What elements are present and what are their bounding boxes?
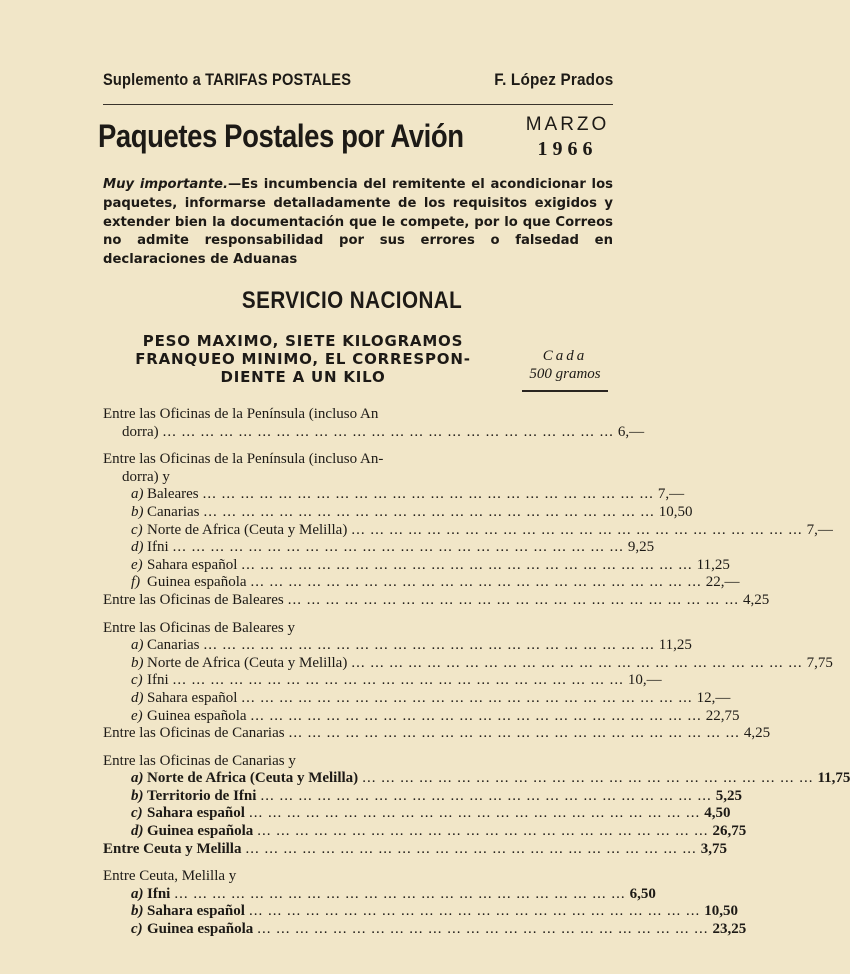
notice-lead: Muy importante.	[103, 177, 228, 192]
date-month: MARZO	[525, 114, 610, 135]
rate-value: 7,75	[806, 654, 833, 671]
date-year: 1966	[537, 138, 598, 160]
group-heading: Entre las Oficinas de la Península (incluso An	[103, 406, 379, 422]
leader-dots: ... ... ... ... ... ... ... ... ... ... ... ... ... ... ... ... ... ... ... ... ... ... ... ...	[202, 486, 654, 503]
rate-destination: Guinea española	[147, 707, 247, 724]
rate-group	[103, 406, 645, 441]
item-letter: a)	[131, 637, 144, 654]
leader-dots: ... ... ... ... ... ... ... ... ... ... ... ... ... ... ... ... ... ... ... ... ... ... ... ...	[288, 725, 740, 742]
rate-table	[103, 406, 850, 949]
rate-row	[103, 486, 685, 504]
item-letter: a)	[131, 486, 144, 503]
leader-dots: ... ... ... ... ... ... ... ... ... ... ... ... ... ... ... ... ... ... ... ... ... ... ... ...	[245, 840, 697, 857]
group-heading: Entre las Oficinas de Canarias y	[103, 752, 296, 769]
rate-value: 10,—	[627, 672, 662, 689]
rate-row	[103, 787, 742, 806]
rate-label: Entre las Oficinas de Baleares	[103, 591, 284, 608]
rate-value: 10,50	[658, 503, 693, 520]
item-letter: d)	[131, 823, 144, 840]
rate-row	[103, 539, 655, 557]
rate-destination: Sahara español	[147, 805, 245, 822]
item-letter: c)	[131, 521, 143, 538]
rate-row	[103, 823, 747, 841]
rate-row	[103, 556, 730, 575]
service-conditions	[103, 332, 503, 386]
rate-group	[103, 451, 833, 609]
rate-destination: Ifni	[147, 885, 171, 902]
rate-destination: Guinea española	[147, 823, 254, 840]
leader-dots: ... ... ... ... ... ... ... ... ... ... ... ... ... ... ... ... ... ... ... ... ... ... ... ...	[241, 556, 693, 573]
leader-dots: ... ... ... ... ... ... ... ... ... ... ... ... ... ... ... ... ... ... ... ... ... ... ... ...	[162, 423, 614, 440]
rate-value: 4,25	[743, 591, 770, 608]
rate-value: 11,75	[817, 770, 850, 787]
unit-line: 500 gramos	[529, 366, 601, 382]
section-title	[0, 287, 705, 315]
rate-value: 7,—	[657, 486, 685, 503]
leader-dots: ... ... ... ... ... ... ... ... ... ... ... ... ... ... ... ... ... ... ... ... ... ... ... ...	[257, 823, 709, 840]
rate-destination: Norte de Africa (Ceuta y Melilla)	[147, 654, 348, 671]
rate-value: 26,75	[712, 823, 747, 840]
rate-row	[103, 770, 850, 788]
group-heading-continued: dorra) y	[122, 468, 170, 485]
rate-destination: Ifni	[147, 539, 169, 556]
rate-value: 10,50	[704, 903, 738, 920]
group-heading: Entre las Oficinas de Baleares y	[103, 619, 296, 636]
rate-value: 11,25	[696, 556, 730, 573]
rate-value: 7,—	[806, 521, 833, 538]
rate-row	[103, 591, 770, 610]
rate-destination: Sahara español	[147, 903, 245, 920]
rate-value: 22,—	[705, 574, 740, 591]
rate-destination: Sahara español	[147, 556, 238, 573]
condition-line: FRANQUEO MINIMO, EL CORRESPON-	[135, 350, 471, 368]
rate-destination: Norte de Africa (Ceuta y Melilla)	[147, 521, 348, 538]
rate-row	[103, 637, 692, 655]
rate-destination: Canarias	[147, 637, 200, 654]
rate-value: 5,25	[715, 787, 742, 804]
rate-destination: Norte de Africa (Ceuta y Melilla)	[147, 770, 359, 787]
rate-value: 12,—	[696, 689, 731, 706]
item-letter: a)	[131, 770, 144, 787]
item-letter: b)	[131, 503, 144, 520]
page-title: Paquetes Postales por Avión	[98, 118, 464, 154]
rate-value: 11,25	[658, 637, 692, 654]
item-letter: c)	[131, 921, 143, 938]
rate-value: 3,75	[700, 840, 727, 857]
rate-row	[103, 725, 771, 743]
rate-label: Entre Ceuta y Melilla	[103, 840, 242, 857]
item-letter: b)	[131, 903, 144, 920]
leader-dots: ... ... ... ... ... ... ... ... ... ... ... ... ... ... ... ... ... ... ... ... ... ... ... ...	[248, 805, 701, 822]
rate-value: 4,25	[743, 725, 771, 742]
leader-dots: ... ... ... ... ... ... ... ... ... ... ... ... ... ... ... ... ... ... ... ... ... ... ... ...	[172, 672, 624, 689]
item-letter: e)	[131, 556, 143, 573]
rate-group	[103, 619, 833, 743]
item-letter: c)	[131, 805, 143, 822]
rate-value: 6,50	[629, 885, 656, 902]
group-heading: Entre las Oficinas de la Península (incluso An-	[103, 451, 384, 468]
rate-label: Entre las Oficinas de Canarias	[103, 725, 285, 742]
item-letter: c)	[131, 672, 143, 689]
rate-row	[103, 521, 833, 540]
rate-destination: Canarias	[147, 503, 200, 520]
group-heading: Entre Ceuta, Melilla y	[103, 868, 237, 885]
rate-destination: Territorio de Ifni	[147, 787, 257, 804]
rate-row	[103, 672, 662, 690]
rate-group	[103, 752, 850, 859]
leader-dots: ... ... ... ... ... ... ... ... ... ... ... ... ... ... ... ... ... ... ... ... ... ... ... ...	[248, 903, 701, 920]
rate-value: 9,25	[627, 539, 655, 556]
rate-row	[103, 921, 747, 939]
item-letter: b)	[131, 654, 144, 671]
rate-destination: Ifni	[147, 672, 169, 689]
unit-line: Cada	[542, 348, 588, 364]
condition-line: PESO MAXIMO, SIETE KILOGRAMOS	[142, 332, 464, 350]
leader-dots: ... ... ... ... ... ... ... ... ... ... ... ... ... ... ... ... ... ... ... ... ... ... ... ...	[257, 921, 709, 938]
rate-destination: Guinea española	[147, 574, 247, 591]
rate-value: 22,75	[705, 707, 740, 724]
rate-row	[103, 503, 693, 522]
item-letter: f)	[131, 574, 141, 591]
rate-row	[103, 574, 740, 592]
rate-group	[103, 868, 747, 938]
leader-dots: ... ... ... ... ... ... ... ... ... ... ... ... ... ... ... ... ... ... ... ... ... ... ... ...	[172, 539, 624, 556]
leader-dots: ... ... ... ... ... ... ... ... ... ... ... ... ... ... ... ... ... ... ... ... ... ... ... ...	[351, 521, 803, 538]
rate-label: dorra)	[122, 423, 159, 440]
rate-row	[103, 885, 656, 904]
header-divider	[103, 104, 613, 105]
leader-dots: ... ... ... ... ... ... ... ... ... ... ... ... ... ... ... ... ... ... ... ... ... ... ... ...	[250, 574, 702, 591]
leader-dots: ... ... ... ... ... ... ... ... ... ... ... ... ... ... ... ... ... ... ... ... ... ... ... ...	[287, 591, 740, 608]
leader-dots: ... ... ... ... ... ... ... ... ... ... ... ... ... ... ... ... ... ... ... ... ... ... ... ...	[174, 885, 626, 902]
rate-row	[103, 689, 731, 708]
rate-destination: Sahara español	[147, 689, 238, 706]
item-letter: b)	[131, 787, 144, 804]
rate-row	[103, 805, 731, 823]
leader-dots: ... ... ... ... ... ... ... ... ... ... ... ... ... ... ... ... ... ... ... ... ... ... ... ...	[241, 689, 693, 706]
rate-row	[103, 707, 740, 726]
rate-destination: Guinea española	[147, 921, 254, 938]
item-letter: a)	[131, 885, 144, 902]
rate-value: 6,—	[617, 423, 645, 440]
page-header	[103, 70, 613, 90]
rate-value: 23,25	[712, 921, 747, 938]
rate-unit-header	[515, 347, 615, 383]
rate-value: 4,50	[704, 805, 731, 822]
leader-dots: ... ... ... ... ... ... ... ... ... ... ... ... ... ... ... ... ... ... ... ... ... ... ... ...	[250, 707, 702, 724]
unit-divider	[522, 390, 608, 392]
section-title-text: SERVICIO NACIONAL	[242, 287, 463, 314]
item-letter: e)	[131, 707, 143, 724]
item-letter: d)	[131, 689, 144, 706]
rate-row	[103, 654, 833, 673]
notice-text: —Es incumbencia del remitente el acondicionar los paquetes, informarse detalladamente de los requisitos exigidos y extender bien la documentación que le compete, por lo que Correos no admite responsabilidad por sus errores o falsedad en declaraciones de Aduanas	[103, 177, 613, 268]
rate-row	[103, 423, 645, 442]
condition-line: DIENTE A UN KILO	[220, 368, 386, 386]
leader-dots: ... ... ... ... ... ... ... ... ... ... ... ... ... ... ... ... ... ... ... ... ... ... ... ...	[260, 787, 712, 804]
header-author: F. López Prados	[493, 70, 613, 89]
leader-dots: ... ... ... ... ... ... ... ... ... ... ... ... ... ... ... ... ... ... ... ... ... ... ... ...	[351, 654, 803, 671]
rate-row	[103, 903, 738, 921]
rate-destination: Baleares	[147, 486, 199, 503]
leader-dots: ... ... ... ... ... ... ... ... ... ... ... ... ... ... ... ... ... ... ... ... ... ... ... ...	[203, 637, 655, 654]
header-supplement-title: Suplemento a TARIFAS POSTALES	[103, 70, 352, 89]
item-letter: d)	[131, 539, 144, 556]
leader-dots: ... ... ... ... ... ... ... ... ... ... ... ... ... ... ... ... ... ... ... ... ... ... ... ...	[203, 503, 655, 520]
important-notice	[103, 176, 613, 270]
rate-row	[103, 840, 727, 859]
leader-dots: ... ... ... ... ... ... ... ... ... ... ... ... ... ... ... ... ... ... ... ... ... ... ... ...	[362, 770, 814, 787]
